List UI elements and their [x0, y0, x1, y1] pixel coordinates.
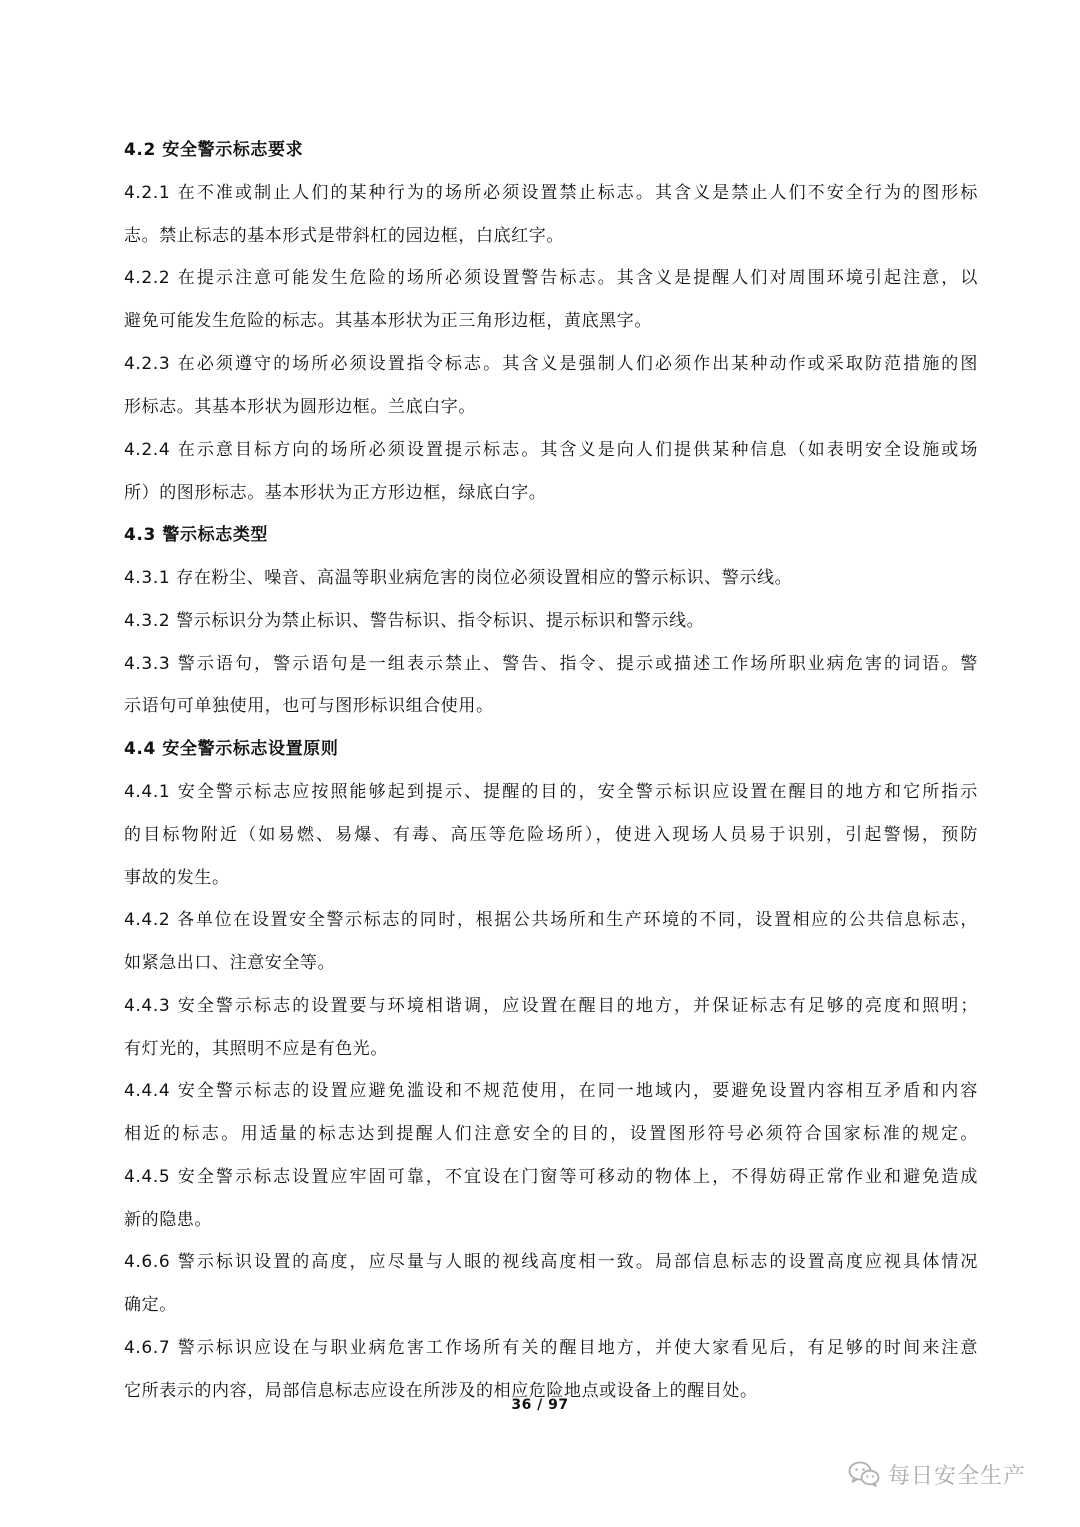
paragraph-line: 形标志。其基本形状为圆形边框。兰底白字。	[124, 397, 476, 417]
paragraph-line: 4.4.3 安全警示标志的设置要与环境相谐调，应设置在醒目的地方，并保证标志有足够的亮度和照明；	[124, 996, 978, 1016]
paragraph-line: 示语句可单独使用，也可与图形标识组合使用。	[124, 696, 494, 716]
paragraph-line: 4.3.1 存在粉尘、噪音、高温等职业病危害的岗位必须设置相应的警示标识、警示线。	[124, 568, 793, 588]
paragraph-line: 相近的标志。用适量的标志达到提醒人们注意安全的目的，设置图形符号必须符合国家标准的规定。	[124, 1124, 978, 1144]
paragraph-line: 它所表示的内容，局部信息标志应设在所涉及的相应危险地点或设备上的醒目处。	[124, 1381, 758, 1401]
paragraph-line: 4.4.1 安全警示标志应按照能够起到提示、提醒的目的，安全警示标识应设置在醒目的地方和它所指示	[124, 782, 978, 802]
paragraph-line: 4.6.7 警示标识应设在与职业病危害工作场所有关的醒目地方，并使大家看见后，有足够的时间来注意	[124, 1338, 978, 1358]
section-heading: 4.3 警示标志类型	[124, 525, 269, 545]
page-number: 36 / 97	[511, 1397, 569, 1413]
paragraph-line: 4.3.2 警示标识分为禁止标识、警告标识、指令标识、提示标识和警示线。	[124, 611, 705, 631]
paragraph-line: 如紧急出口、注意安全等。	[124, 953, 336, 973]
paragraph-line: 新的隐患。	[124, 1210, 212, 1230]
paragraph-line: 所）的图形标志。基本形状为正方形边框，绿底白字。	[124, 483, 547, 503]
paragraph-line: 4.2.2 在提示注意可能发生危险的场所必须设置警告标志。其含义是提醒人们对周围环境引起注意，以	[124, 268, 978, 288]
paragraph-line: 避免可能发生危险的标志。其基本形状为正三角形边框，黄底黑字。	[124, 311, 652, 331]
wechat-icon	[848, 1460, 880, 1488]
paragraph-line: 4.2.4 在示意目标方向的场所必须设置提示标志。其含义是向人们提供某种信息（如表明安全设施或场	[124, 440, 978, 460]
paragraph-line: 4.4.5 安全警示标志设置应牢固可靠，不宜设在门窗等可移动的物体上，不得妨碍正常作业和避免造成	[124, 1167, 978, 1187]
paragraph-line: 事故的发生。	[124, 868, 230, 888]
paragraph-line: 4.4.2 各单位在设置安全警示标志的同时，根据公共场所和生产环境的不同，设置相应的公共信息标志，	[124, 910, 978, 930]
paragraph-line: 4.2.1 在不准或制止人们的某种行为的场所必须设置禁止标志。其含义是禁止人们不安全行为的图形标	[124, 183, 978, 203]
paragraph-line: 确定。	[124, 1295, 177, 1315]
paragraph-line: 的目标物附近（如易燃、易爆、有毒、高压等危险场所），使进入现场人员易于识别，引起警惕，预防	[124, 825, 978, 845]
paragraph-line: 4.2.3 在必须遵守的场所必须设置指令标志。其含义是强制人们必须作出某种动作或采取防范措施的图	[124, 354, 978, 374]
paragraph-line: 志。禁止标志的基本形式是带斜杠的园边框，白底红字。	[124, 226, 564, 246]
paragraph-line: 有灯光的，其照明不应是有色光。	[124, 1039, 388, 1059]
paragraph-line: 4.6.6 警示标识设置的高度，应尽量与人眼的视线高度相一致。局部信息标志的设置高度应视具体情况	[124, 1252, 978, 1272]
watermark	[848, 1456, 1026, 1492]
section-heading: 4.2 安全警示标志要求	[124, 140, 304, 160]
paragraph-line: 4.4.4 安全警示标志的设置应避免滥设和不规范使用，在同一地域内，要避免设置内容相互矛盾和内容	[124, 1081, 978, 1101]
section-heading: 4.4 安全警示标志设置原则	[124, 739, 339, 759]
watermark-text: 每日安全生产	[888, 1463, 1027, 1489]
paragraph-line: 4.3.3 警示语句，警示语句是一组表示禁止、警告、指令、提示或描述工作场所职业病危害的词语。警	[124, 654, 978, 674]
